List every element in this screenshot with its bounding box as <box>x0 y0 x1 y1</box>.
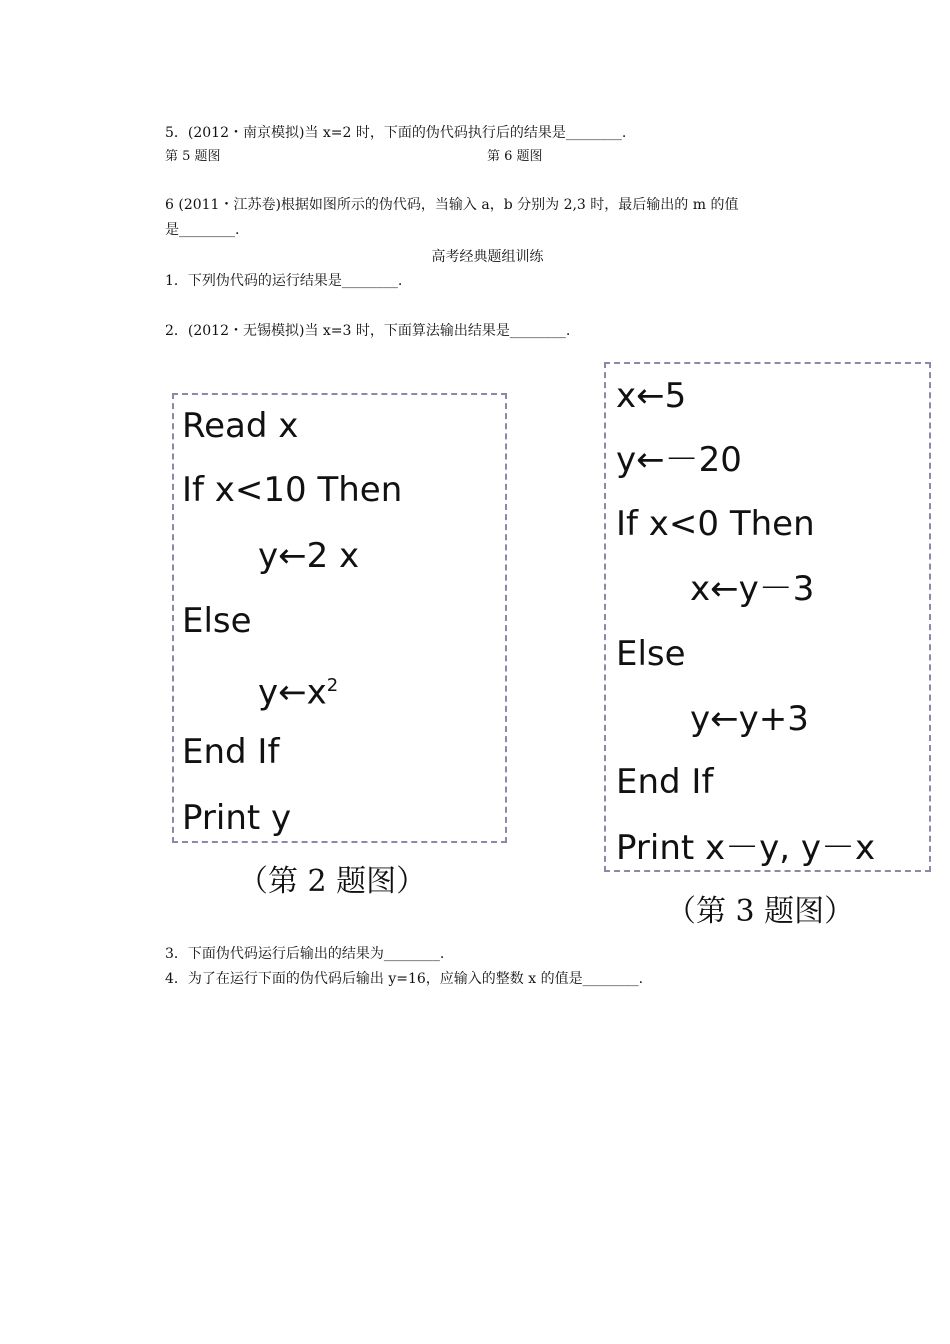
fig3-line-4: x←y－3 <box>690 569 815 609</box>
fig2-line-4: Else <box>182 601 252 641</box>
question-6-line1: 6 (2011・江苏卷)根据如图所示的伪代码，当输入 a，b 分别为 2,3 时，最后输出的 m 的值 <box>165 197 739 213</box>
fig3-line-7: End If <box>616 762 714 802</box>
fig3-line-2: y←－20 <box>616 440 742 480</box>
fig2-line-3: y←2 x <box>258 536 360 576</box>
fig6-label: 第 6 题图 <box>487 149 543 164</box>
fig2-line-7: Print y <box>182 798 292 838</box>
question-3: 3．下面伪代码运行后输出的结果为________. <box>165 946 445 962</box>
section-title: 高考经典题组训练 <box>431 249 544 265</box>
question-4: 4．为了在运行下面的伪代码后输出 y=16，应输入的整数 x 的值是________. <box>165 971 644 987</box>
fig2-line-6: End If <box>182 732 280 772</box>
question-6-line2: 是________. <box>165 222 240 238</box>
fig5-label: 第 5 题图 <box>165 149 221 164</box>
fig3-line-8: Print x－y, y－x <box>616 828 876 868</box>
fig2-caption: （第 2 题图） <box>238 864 427 899</box>
fig2-line-5 <box>258 666 338 712</box>
question-5: 5．(2012・南京模拟)当 x=2 时，下面的伪代码执行后的结果是________. <box>165 125 627 141</box>
fig3-line-6: y←y+3 <box>690 699 809 739</box>
fig2-line-2: If x<10 Then <box>182 470 403 510</box>
fig3-caption: （第 3 题图） <box>666 894 855 929</box>
question-2: 2．(2012・无锡模拟)当 x=3 时，下面算法输出结果是________. <box>165 323 571 339</box>
fig3-line-3: If x<0 Then <box>616 504 815 544</box>
question-1: 1．下列伪代码的运行结果是________. <box>165 273 403 289</box>
fig2-line-5-text: y←x <box>258 672 327 713</box>
fig2-exponent: 2 <box>326 675 339 696</box>
fig2-line-1: Read x <box>182 406 299 446</box>
fig3-line-5: Else <box>616 634 686 674</box>
fig3-line-1: x←5 <box>616 376 687 416</box>
